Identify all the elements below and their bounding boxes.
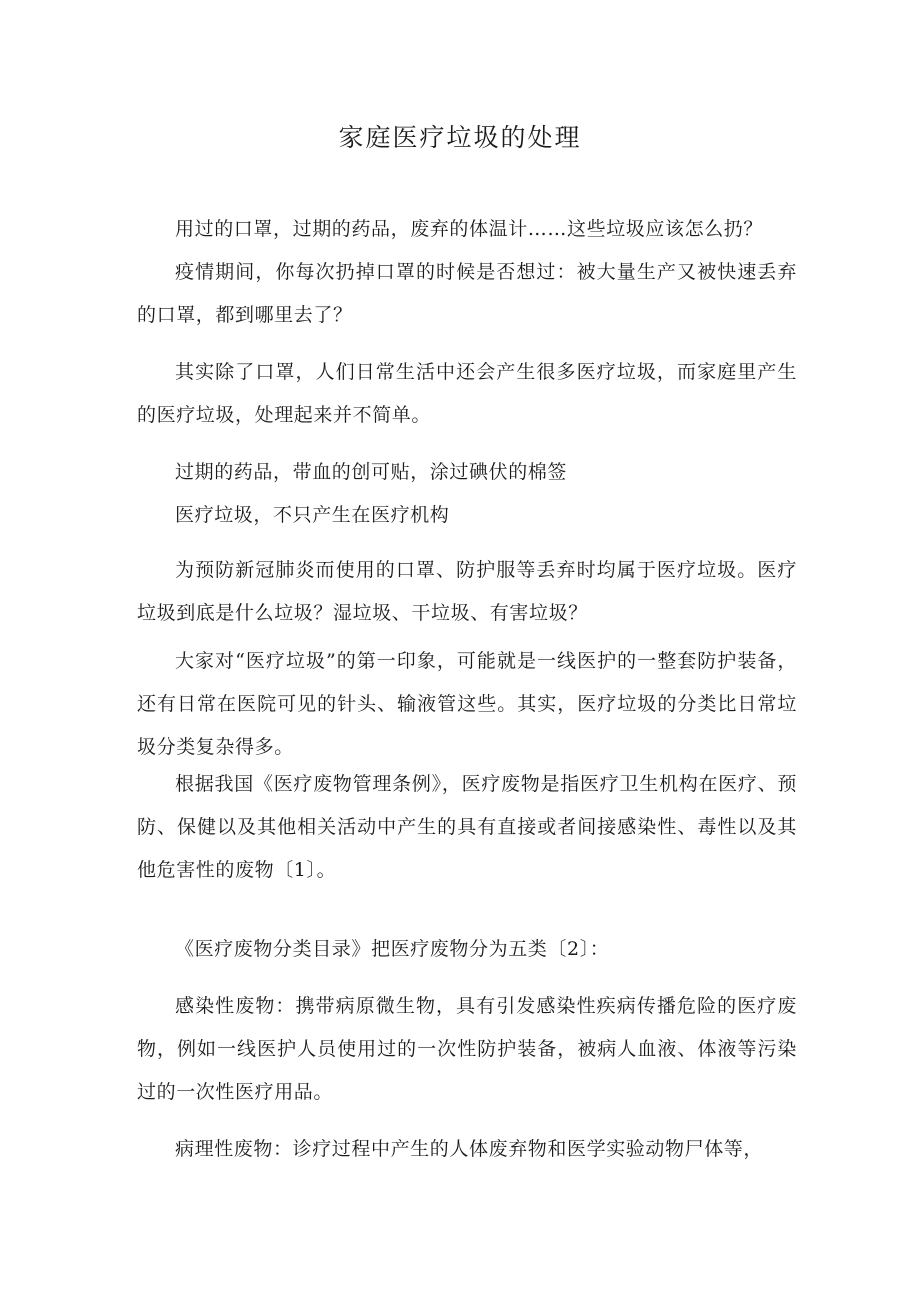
paragraph-9: 《医疗废物分类目录》把医疗废物分为五类〔2〕： [175,938,610,960]
paragraph-4: 过期的药品，带血的创可贴，涂过碘伏的棉签 [175,461,568,483]
paragraph-11: 病理性废物：诊疗过程中产生的人体废弃物和医学实验动物尸体等， [175,1138,764,1160]
paragraph-2: 疫情期间，你每次扔掉口罩的时候是否想过：被大量生产又被快速丢弃的口罩，都到哪里去了？ [137,261,797,326]
paragraph-6: 为预防新冠肺炎而使用的口罩、防护服等丢弃时均属于医疗垃圾。医疗垃圾到底是什么垃圾？湿垃圾、干垃圾、有害垃圾？ [137,559,797,624]
paragraph-10: 感染性废物：携带病原微生物，具有引发感染性疾病传播危险的医疗废物，例如一线医护人员使用过的一次性防护装备，被病人血液、体液等污染过的一次性医疗用品。 [137,995,797,1103]
paragraph-7: 大家对“医疗垃圾”的第一印象，可能就是一线医护的一整套防护装备，还有日常在医院可见的针头、输液管这些。其实，医疗垃圾的分类比日常垃圾分类复杂得多。 [137,650,797,758]
paragraph-1: 用过的口罩，过期的药品，废弃的体温计……这些垃圾应该怎么扔？ [175,218,764,240]
document-title: 家庭医疗垃圾的处理 [338,123,582,152]
paragraph-5: 医疗垃圾，不只产生在医疗机构 [175,504,450,526]
paragraph-3: 其实除了口罩，人们日常生活中还会产生很多医疗垃圾，而家庭里产生的医疗垃圾，处理起来并不简单。 [137,361,797,426]
paragraph-8: 根据我国《医疗废物管理条例》，医疗废物是指医疗卫生机构在医疗、预防、保健以及其他相关活动中产生的具有直接或者间接感染性、毒性以及其他危害性的废物〔1〕。 [137,773,797,881]
